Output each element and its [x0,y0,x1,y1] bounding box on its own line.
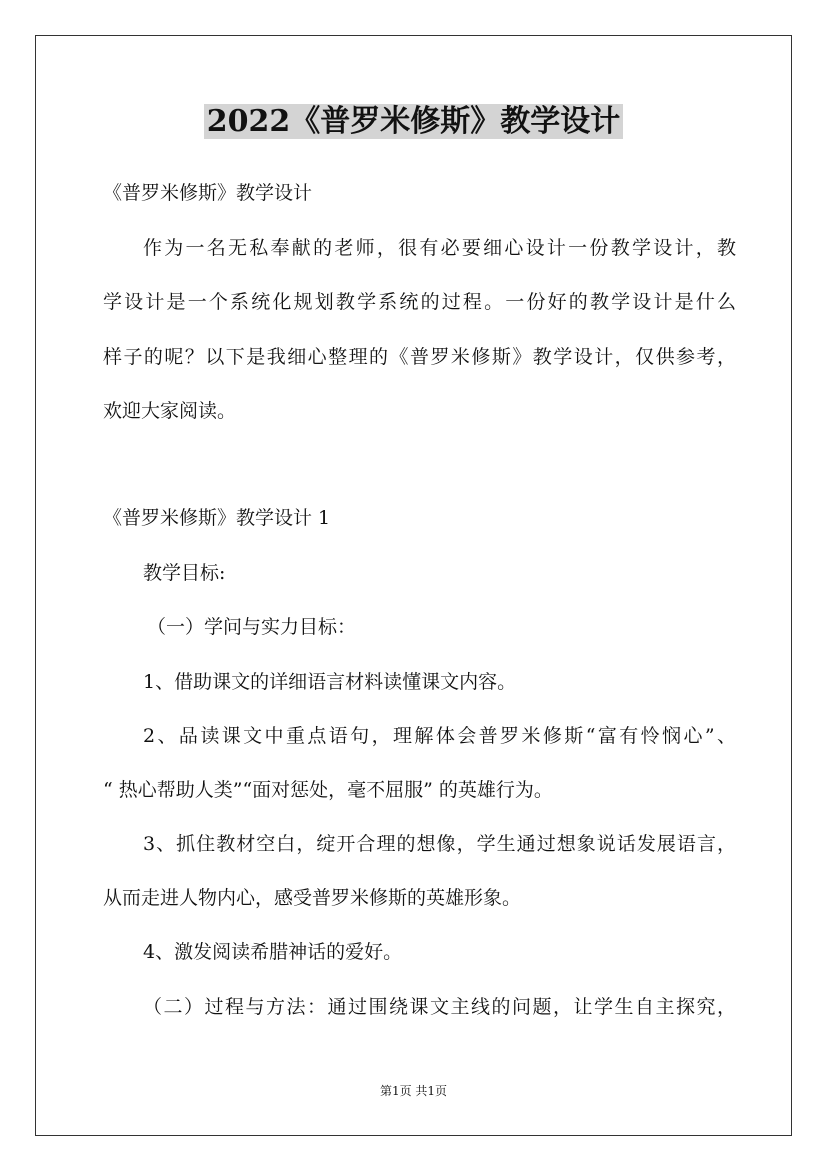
objective-item-3-continued: 从而走进人物内心，感受普罗米修斯的英雄形象。 [103,887,522,909]
objective-item-3: 3、抓住教材空白，绽开合理的想像，学生通过想象说话发展语言， [143,833,736,855]
intro-paragraph-line-4: 欢迎大家阅读。 [103,400,237,422]
objective-item-2: 2、品读课文中重点语句，理解体会普罗米修斯“富有怜悯心”、 [143,725,736,747]
objective-item-4: 4、激发阅读希腊神话的爱好。 [143,941,403,963]
objectives-label: 教学目标: [143,562,226,584]
process-method-line: （二）过程与方法：通过围绕课文主线的问题，让学生自主探究， [143,996,736,1018]
intro-paragraph-line-3: 样子的呢？以下是我细心整理的《普罗米修斯》教学设计，仅供参考， [103,346,736,368]
document-subtitle: 《普罗米修斯》教学设计 [103,182,313,204]
objective-item-2-continued: “ 热心帮助人类”“面对惩处，毫不屈服” 的英雄行为。 [103,779,553,801]
intro-paragraph-line-1: 作为一名无私奉献的老师，很有必要细心设计一份教学设计，教 [143,237,736,259]
page-number-footer: 第1页 共1页 [379,1084,448,1098]
document-title [0,100,827,144]
intro-paragraph-line-2: 学设计是一个系统化规划教学系统的过程。一份好的教学设计是什么 [103,291,736,313]
knowledge-objective-heading: （一）学问与实力目标： [147,616,357,638]
document-title-text: 2022《普罗米修斯》教学设计 [204,104,624,139]
section-heading: 《普罗米修斯》教学设计 1 [103,507,331,529]
objective-item-1: 1、借助课文的详细语言材料读懂课文内容。 [143,671,517,693]
